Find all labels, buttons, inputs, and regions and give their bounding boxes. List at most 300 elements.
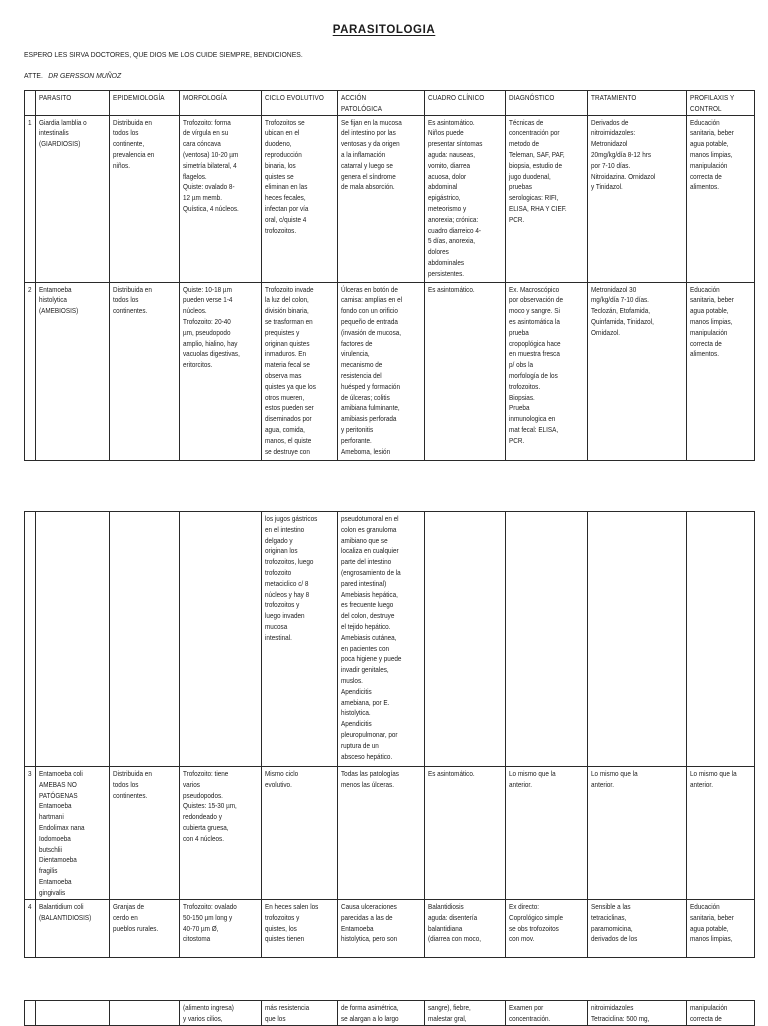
cell-cuadro-clinico [425, 1001, 506, 1026]
cell-text-line: todos los [113, 295, 139, 305]
cell-text-line: colon es granuloma [341, 524, 397, 534]
cell-text-line: Quiste: 10-18 µm [183, 284, 232, 294]
cell-text-line: en pacientes con [341, 643, 390, 653]
cell-text-line: quistes tienen [265, 934, 305, 944]
cell-text-line: dolores [428, 247, 449, 257]
cell-text-line: aguda: disentería [428, 912, 478, 922]
cell-text-line: duodeno, [265, 139, 292, 149]
cell-text-line: trofozoitos y [265, 600, 300, 610]
cell-text-line: manipulación [690, 1003, 728, 1012]
cell-text-line: Todas las patologías [341, 769, 399, 778]
cell-text-line: PATÓGENAS [39, 790, 78, 800]
cell-text-line: catarral y luego se [341, 160, 393, 170]
cell-profilaxis [687, 900, 755, 958]
table-page-3 [24, 1000, 755, 1026]
cell-ciclo-evolutivo [262, 900, 338, 958]
cell-text-line: metodo de [509, 139, 540, 149]
cell-text-line: núcleos y hay 8 [265, 589, 310, 599]
table-body [25, 115, 755, 460]
cell-text-line: que los [265, 1013, 286, 1023]
cell-text-line: invadir genitales, [341, 665, 389, 675]
cell-text-line: se destruye con [265, 446, 310, 456]
cell-parasito [36, 512, 110, 767]
row-number: 2 [28, 284, 32, 294]
cell-cuadro-clinico [425, 282, 506, 460]
cell-text-line: PCR. [509, 435, 525, 445]
cell-diagnostico [506, 900, 588, 958]
cell-text-line: Lo mismo que la [690, 769, 737, 778]
cell-accion-patologica [338, 115, 425, 282]
cell-text-line: perforante. [341, 435, 372, 445]
cell-text-line: alimentos. [690, 182, 719, 192]
cell-text-line: ELISA, RHA Y CIEF. [509, 203, 567, 213]
cell-text-line: cubierta gruesa, [183, 822, 229, 832]
cell-text-line: de mala absorción. [341, 182, 395, 192]
cell-text-line: gingivalis [39, 887, 66, 897]
cell-parasito [36, 1001, 110, 1026]
cell-text-line: manipulación [690, 160, 728, 170]
cell-accion-patologica [338, 512, 425, 767]
cell-text-line: se trasforman en [265, 316, 313, 326]
cell-morfologia [180, 1001, 262, 1026]
cell-text-line: luego invaden [265, 611, 305, 621]
cell-text-line: con 4 núcleos. [183, 833, 224, 843]
cell-text-line: meteorismo y [428, 203, 467, 213]
cell-text-line: del colon, destruye [341, 611, 395, 621]
cell-text-line: vomito, diarrea [428, 160, 471, 170]
header-label: DIAGNÓSTICO [509, 93, 555, 102]
cell-text-line: mg/kg/día 7-10 días. [591, 295, 649, 305]
cell-text-line: se alargan a lo largo [341, 1013, 399, 1023]
cell-text-line: concentración por [509, 128, 560, 138]
cell-text-line: mucosa [265, 621, 288, 631]
cell-ciclo-evolutivo [262, 282, 338, 460]
signature-prefix: ATTE. [24, 71, 43, 80]
cell-text-line: eliminan en las [265, 182, 308, 192]
cell-text-line: manos limpias, [690, 316, 733, 326]
cell-text-line: mecanismo de [341, 360, 383, 370]
cell-accion-patologica [338, 282, 425, 460]
cell-text-line: Entamoeba [341, 923, 374, 933]
cell-text-line: sanitaria, beber [690, 912, 734, 922]
cell-text-line: pseudotumoral en el [341, 514, 399, 523]
signature [24, 71, 121, 80]
cell-text-line: nitroimidazoles [591, 1003, 634, 1012]
cell-text-line: se obs trofozoitos [509, 923, 559, 933]
cell-text-line: cara cóncava [183, 139, 221, 149]
cell-text-line: abdominal [428, 182, 458, 192]
cell-text-line: virulencia, [341, 349, 370, 359]
cell-text-line: heces fecales, [265, 193, 306, 203]
cell-text-line: Lo mismo que la [509, 769, 556, 778]
cell-text-line: el tejido hepático. [341, 621, 391, 631]
cell-text-line: Quinfamida, Tinidazol, [591, 316, 654, 326]
cell-morfologia [180, 900, 262, 958]
cell-text-line: Trofozoito: tiene [183, 769, 229, 778]
cell-text-line: Entamoeba coli [39, 769, 83, 778]
cell-parasito [36, 767, 110, 900]
cell-text-line: fragilis [39, 866, 58, 876]
cell-text-line: amibiana fulminante, [341, 403, 400, 413]
cell-text-line: Sensible a las [591, 902, 631, 911]
cell-text-line: prueba [509, 327, 529, 337]
header-cell-morfologia [180, 91, 262, 116]
cell-text-line: biopsia, estudio de [509, 160, 563, 170]
cell-text-line: (invasión de mucosa, [341, 327, 402, 337]
cell-text-line: Balantidiosis [428, 902, 464, 911]
cell-text-line: resistencia del [341, 370, 382, 380]
cell-text-line: epigástrico, [428, 193, 461, 203]
cell-text-line: metaciclico c/ 8 [265, 578, 309, 588]
cell-text-line: (AMEBIOSIS) [39, 306, 79, 316]
cell-text-line: AMEBAS NO [39, 779, 77, 789]
cell-text-line: abdominales [428, 257, 465, 267]
cell-text-line: con mov. [509, 934, 535, 944]
cell-text-line: trofozoitos. [509, 381, 541, 391]
cell-text-line: Lo mismo que la [591, 769, 638, 778]
header-label: CICLO EVOLUTIVO [265, 93, 324, 102]
cell-text-line: Quiste: ovalado 8- [183, 182, 235, 192]
cell-tratamiento [588, 900, 687, 958]
cell-text-line: balantidiana [428, 923, 463, 933]
cell-text-line: Ex. Macroscópico [509, 284, 560, 294]
table-row [25, 1001, 755, 1026]
cell-text-line: Trofozoito: forma [183, 117, 231, 127]
cell-text-line: sangre), fiebre, [428, 1003, 471, 1012]
cell-text-line: 20mg/kg/día 8-12 hrs [591, 149, 652, 159]
cell-text-line: pruebas [509, 182, 532, 192]
cell-text-line: anterior. [591, 779, 614, 789]
row-number-cell [25, 512, 36, 767]
cell-text-line: otros mueren, [265, 392, 305, 402]
cell-text-line: cropoplógica hace [509, 338, 561, 348]
cell-text-line: originan quistes [265, 338, 310, 348]
cell-text-line: continentes. [113, 306, 148, 316]
cell-text-line: Endolimax nana [39, 822, 85, 832]
cell-profilaxis [687, 115, 755, 282]
cell-text-line: (diarrea con moco, [428, 934, 481, 944]
cell-text-line: eritorcitos. [183, 360, 213, 370]
cell-text-line: niños. [113, 160, 130, 170]
table-body [25, 512, 755, 958]
cell-tratamiento [588, 282, 687, 460]
header-cell-epidemiologia [110, 91, 180, 116]
cell-tratamiento [588, 1001, 687, 1026]
header-label: CONTROL [690, 103, 722, 113]
cell-text-line: sanitaria, beber [690, 128, 734, 138]
cell-text-line: manos, el quiste [265, 435, 312, 445]
cell-text-line: por 7-10 días. [591, 160, 631, 170]
cell-cuadro-clinico [425, 767, 506, 900]
cell-epidemiologia [110, 115, 180, 282]
cell-tratamiento [588, 512, 687, 767]
row-number: 3 [28, 769, 32, 778]
cell-diagnostico [506, 767, 588, 900]
cell-text-line: materia fecal se [265, 360, 310, 370]
header-cell-parasito [36, 91, 110, 116]
cell-text-line: por observación de [509, 295, 564, 305]
cell-text-line: correcta de [690, 171, 722, 181]
cell-text-line: Quistes: 15-30 µm, [183, 801, 237, 811]
cell-text-line: Biopsias. [509, 392, 535, 402]
cell-text-line: manos limpias, [690, 934, 733, 944]
cell-text-line: histolytica. [341, 708, 371, 718]
cell-text-line: Balantidium coli [39, 902, 84, 911]
cell-text-line: pueden verse 1-4 [183, 295, 233, 305]
row-number-cell [25, 767, 36, 900]
cell-text-line: división binaria, [265, 306, 309, 316]
cell-tratamiento [588, 115, 687, 282]
cell-text-line: prequistes y [265, 327, 300, 337]
cell-text-line: morfología de los [509, 370, 558, 380]
cell-text-line: Distribuida en [113, 117, 152, 127]
cell-text-line: quistes ya que los [265, 381, 316, 391]
cell-text-line: núcleos. [183, 306, 207, 316]
cell-text-line: redondeado y [183, 812, 222, 822]
row-number: 1 [28, 117, 32, 127]
cell-text-line: estos pueden ser [265, 403, 314, 413]
cell-text-line: (BALANTIDIOSIS) [39, 912, 92, 922]
cell-text-line: En heces salen los [265, 902, 319, 911]
cell-text-line: moco y sangre. Si [509, 306, 560, 316]
cell-ciclo-evolutivo [262, 1001, 338, 1026]
cell-cuadro-clinico [425, 115, 506, 282]
row-number-cell [25, 282, 36, 460]
cell-text-line: Ameboma, lesión [341, 446, 391, 456]
cell-diagnostico [506, 512, 588, 767]
cell-text-line: diseminados por [265, 414, 312, 424]
cell-text-line: Distribuida en [113, 284, 152, 294]
cell-text-line: correcta de [690, 1013, 722, 1023]
cell-text-line: Examen por [509, 1003, 544, 1012]
cell-text-line: y peritonitis [341, 424, 374, 434]
cell-text-line: amibiasis perforada [341, 414, 397, 424]
cell-text-line: Apendicitis [341, 686, 372, 696]
cell-text-line: anterior. [509, 779, 532, 789]
cell-text-line: alimentos. [690, 349, 719, 359]
cell-text-line: parecidas a las de [341, 912, 393, 922]
cell-text-line: ruptura de un [341, 740, 379, 750]
cell-text-line: infectan por vía [265, 203, 309, 213]
cell-text-line: (GIARDIOSIS) [39, 139, 81, 149]
document-title [0, 24, 768, 36]
row-number-cell [25, 115, 36, 282]
cell-text-line: Distribuida en [113, 769, 152, 778]
cell-text-line: cuadro diarreico 4- [428, 225, 481, 235]
cell-parasito [36, 900, 110, 958]
cell-text-line: µm, pseudopodo [183, 327, 231, 337]
cell-text-line: continentes. [113, 790, 148, 800]
header-cell-tratamiento [588, 91, 687, 116]
cell-text-line: trofozoitos y [265, 912, 300, 922]
document-title-text: PARASITOLOGIA [332, 24, 436, 36]
cell-text-line: prevalencia en [113, 149, 155, 159]
cell-text-line: fondo con un orificio [341, 306, 398, 316]
cell-text-line: oral, c/quiste 4 [265, 214, 307, 224]
cell-text-line: Prueba [509, 403, 530, 413]
cell-text-line: 5 días, anorexia, [428, 236, 476, 246]
cell-text-line: factores de [341, 338, 373, 348]
cell-profilaxis [687, 282, 755, 460]
cell-text-line: genera el síndrome [341, 171, 396, 181]
cell-text-line: 12 µm memb. [183, 193, 222, 203]
cell-text-line: amplio, hialino, hay [183, 338, 238, 348]
cell-text-line: Técnicas de [509, 117, 544, 127]
cell-parasito [36, 115, 110, 282]
cell-text-line: muslos. [341, 675, 363, 685]
cell-text-line: Amebiasis cutánea, [341, 632, 397, 642]
cell-text-line: manos limpias, [690, 149, 733, 159]
cell-text-line: butschlii [39, 844, 62, 854]
cell-text-line: Entamoeba [39, 876, 72, 886]
cell-text-line: es asintomática la [509, 316, 560, 326]
cell-text-line: vacuolas digestivas, [183, 349, 240, 359]
table-row [25, 512, 755, 767]
signature-name: DR GERSSON MUÑOZ [48, 71, 122, 80]
cell-text-line: la luz del colon, [265, 295, 309, 305]
header-label: TRATAMIENTO [591, 93, 637, 102]
cell-text-line: 50-150 µm long y [183, 912, 233, 922]
cell-text-line: observa mas [265, 370, 302, 380]
table-header [25, 91, 755, 116]
cell-text-line: citostoma [183, 934, 211, 944]
cell-text-line: camisa: amplias en el [341, 295, 403, 305]
header-label: PATOLÓGICA [341, 103, 383, 113]
cell-text-line: Trofozoito: ovalado [183, 902, 237, 911]
cell-text-line: PCR. [509, 214, 525, 224]
cell-text-line: evolutivo. [265, 779, 292, 789]
cell-text-line: intestinalis [39, 128, 69, 138]
cell-profilaxis [687, 512, 755, 767]
cell-text-line: pueblos rurales. [113, 923, 159, 933]
cell-epidemiologia [110, 512, 180, 767]
cell-text-line: Es asintomático. [428, 117, 475, 127]
cell-text-line: del intestino por las [341, 128, 396, 138]
cell-text-line: malestar gral, [428, 1013, 467, 1023]
cell-text-line: 40-70 µm Ø, [183, 923, 219, 933]
cell-text-line: Ornidazol. [591, 327, 620, 337]
cell-text-line: aguda: nauseas, [428, 149, 476, 159]
cell-text-line: intestinal. [265, 632, 292, 642]
cell-text-line: jugo duodenal, [509, 171, 551, 181]
cell-text-line: Se fijan en la mucosa [341, 117, 402, 127]
cell-text-line: Trofozoito: 20-40 [183, 316, 231, 326]
cell-text-line: tetraciclinas, [591, 912, 627, 922]
cell-text-line: Entamoeba [39, 801, 72, 811]
cell-text-line: en muestra fresca [509, 349, 560, 359]
cell-text-line: pequeño de entrada [341, 316, 398, 326]
cell-text-line: absceso hepático. [341, 751, 393, 761]
cell-text-line: agua potable, [690, 139, 729, 149]
cell-text-line: agua potable, [690, 923, 729, 933]
cell-text-line: Úlceras en botón de [341, 284, 398, 294]
cell-text-line: es frecuente luego [341, 600, 394, 610]
cell-profilaxis [687, 767, 755, 900]
table-row [25, 900, 755, 958]
cell-text-line: de úlceras; colitis [341, 392, 390, 402]
cell-morfologia [180, 282, 262, 460]
cell-text-line: hartmani [39, 812, 64, 822]
header-label: PARASITO [39, 93, 72, 102]
cell-accion-patologica [338, 1001, 425, 1026]
header-cell-number [25, 91, 36, 116]
cell-epidemiologia [110, 900, 180, 958]
cell-text-line: Niños puede [428, 128, 464, 138]
cell-text-line: continente, [113, 139, 145, 149]
cell-text-line: Educación [690, 284, 720, 294]
cell-diagnostico [506, 1001, 588, 1026]
cell-text-line: Ex directo: [509, 902, 540, 911]
cell-epidemiologia [110, 767, 180, 900]
cell-text-line: de forma asimétrica, [341, 1003, 399, 1012]
cell-cuadro-clinico [425, 900, 506, 958]
cell-tratamiento [588, 767, 687, 900]
cell-text-line: a la inflamación [341, 149, 386, 159]
table-page-2 [24, 511, 755, 958]
cell-accion-patologica [338, 767, 425, 900]
table-page-1 [24, 90, 755, 461]
header-label: PROFILAXIS Y [690, 93, 735, 102]
cell-text-line: cerdo en [113, 912, 138, 922]
cell-text-line: inmunologica en [509, 414, 556, 424]
cell-text-line: sanitaria, beber [690, 295, 734, 305]
cell-text-line: nitroimidazoles: [591, 128, 636, 138]
cell-text-line: flagelos. [183, 171, 207, 181]
cell-text-line: Giardia lamblia o [39, 117, 87, 127]
cell-text-line: Entamoeba [39, 284, 72, 294]
cell-text-line: p/ obs la [509, 360, 534, 370]
table-row [25, 767, 755, 900]
cell-text-line: y Tinidazol. [591, 182, 623, 192]
cell-text-line: Teclozán, Etofamida, [591, 306, 651, 316]
cell-text-line: (engrosamiento de la [341, 567, 401, 577]
cell-text-line: menos las úlceras. [341, 779, 394, 789]
cell-text-line: de vírgula en su [183, 128, 229, 138]
cell-text-line: Apendicitis [341, 719, 372, 729]
cell-text-line: reproducción [265, 149, 302, 159]
cell-text-line: (alimento ingresa) [183, 1003, 234, 1012]
cell-text-line: parte del intestino [341, 557, 392, 567]
cell-text-line: amebiana, por E. [341, 697, 390, 707]
cell-diagnostico [506, 282, 588, 460]
header-label: MORFOLOGÍA [183, 93, 227, 102]
cell-text-line: histolytica, pero son [341, 934, 398, 944]
cell-text-line: y varios cilios, [183, 1013, 223, 1023]
cell-text-line: serologicas: RIFI, [509, 193, 559, 203]
header-label: EPIDEMIOLOGÍA [113, 93, 165, 102]
cell-text-line: trofozoitos. [265, 225, 297, 235]
cell-text-line: ventosas y da origen [341, 139, 400, 149]
cell-text-line: quistes, los [265, 923, 297, 933]
cell-text-line: Iodomoeba [39, 833, 71, 843]
cell-text-line: trofozoitos, luego [265, 557, 314, 567]
cell-text-line: trofozoito [265, 567, 292, 577]
cell-text-line: Trofozoitos se [265, 117, 305, 127]
cell-text-line: huésped y formación [341, 381, 401, 391]
cell-text-line: agua potable, [690, 306, 729, 316]
cell-diagnostico [506, 115, 588, 282]
cell-text-line: Es asintomático. [428, 769, 475, 778]
row-number: 4 [28, 902, 32, 911]
header-cell-profilaxis [687, 91, 755, 116]
cell-text-line: Amebiasis hepática, [341, 589, 398, 599]
cell-morfologia [180, 115, 262, 282]
header-label: CUADRO CLÍNICO [428, 93, 485, 102]
cell-text-line: concentración. [509, 1013, 551, 1023]
cell-text-line: todos los [113, 779, 139, 789]
cell-text-line: localiza en cualquier [341, 546, 399, 556]
cell-text-line: Coprológico simple [509, 912, 564, 922]
